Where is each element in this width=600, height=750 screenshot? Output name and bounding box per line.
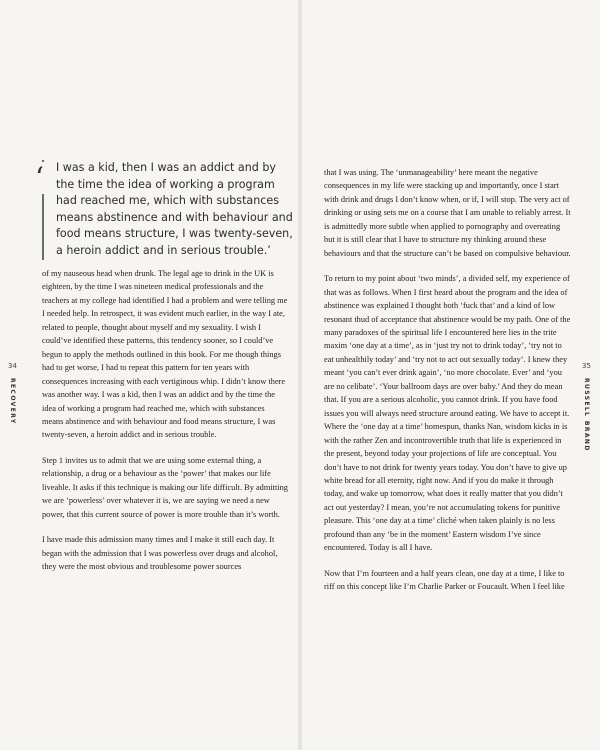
paragraph: Step 1 invites us to admit that we are using some external thing, a relationship, a drug or a behaviour as the ‘power’ that makes our life liveable. It asks if this technique is making our life difficult. By admitting we are ‘powerless’ over whatever it is, we are saying we need a new power, that this current source of power is more trouble than it’s worth. (42, 455, 288, 519)
running-head-left: RECOVERY (9, 378, 16, 425)
left-body-text (42, 267, 288, 586)
paragraph: that I was using. The ‘unmanageability’ here meant the negative consequences in my life were stacking up and importantly, once I start with drink and drugs I don’t know when, or if, I will stop. The very act of drinking or using sets me on a course that I am unable to reliably arrest. It is admittedly more subtle when applied to pornography and overeating but it is still clear that I have to structure my thinking around these behaviours and that the structure can’t be based on compulsive behaviour. (324, 168, 571, 258)
pull-quote (35, 160, 296, 260)
paragraph: To return to my point about ‘two minds’, a divided self, my experience of that was as follows. When I first heard about the program and the idea of abstinence was explained I thought both ‘fuck that’ and a kind of low resonant thud of acceptance that abstinence would be my path. One of the many paradoxes of the spiritual life I encountered here lies in the trite maxim ‘one day at a time’, as in ‘just try not to drink today’, ‘try not to eat unhealthily today’ and ‘try not to act out sexually today’. I knew they meant ‘you can’t ever drink again’, ‘no more chocolate. Ever’ and ‘you are no celibate’. ‘Your ballroom days are over baby.’ And they do mean that. If you are a serious alcoholic, you cannot drink. If you have food issues you will always need structure around eating. We have to accept it. Where the ‘one day at a time’ homespun, thanks Nan, wisdom kicks in is with the rather Zen and incontrovertible truth that life is experienced in the present, beyond today your projections of life are conceptual. You don’t have to not drink for twenty years today. You don’t have to give up white bread for all eternity, right now. And if you do make it through today, and wake up tomorrow, what does it really matter that you didn’t act out yesterday? I mean, you’re not accumulating tokens for punitive pleasure. This ‘one day at a time’ cliché when taken plainly is no less profound than any ‘be in the moment’ Eastern wisdom I’ve since encountered. Today is all I have. (324, 274, 571, 553)
quote-mark: ‘ (35, 161, 44, 194)
page-number-left: 34 (8, 362, 17, 370)
running-head-right: RUSSELL BRAND (583, 378, 590, 452)
page-number-right: 35 (582, 362, 591, 370)
paragraph: I have made this admission many times and I make it still each day. It began with the admission that I was powerless over drugs and alcohol, they were the most obvious and troublesome power sources (42, 535, 278, 572)
paragraph: of my nauseous head when drunk. The legal age to drink in the UK is eighteen, by the time I was nineteen medical professionals and the teachers at my college had identified I had a problem and were telling me I needed help. In retrospect, it was evident much earlier, in the way I ate, related to people, thought about myself and my sexuality. I wish I could’ve identified these patterns, this tendency sooner, so I could’ve begun to apply the methods outlined in this book. For me though things had to get worse, I had to repeat this pattern for ten years with consequences increasing with each vertiginous whip. I didn’t know there was another way. I was a kid, then I was an addict and by the time the idea of working a program had reached me, which with substances means abstinence and with behaviour and food means structure, I was twenty-seven, a heroin addict and in serious trouble. (42, 269, 288, 440)
pull-quote-text: I was a kid, then I was an addict and by the time the idea of working a program had reached me, which with substances means abstinence and with behaviour and food means structure, I was twenty-seven, a heroin addict and in serious trouble.’ (56, 161, 293, 257)
right-body-text (324, 166, 572, 606)
left-page (0, 0, 298, 750)
paragraph: Now that I’m fourteen and a half years clean, one day at a time, I like to riff on this concept like I’m Charlie Parker or Foucault. When I feel like (324, 568, 565, 592)
right-page (302, 0, 600, 750)
